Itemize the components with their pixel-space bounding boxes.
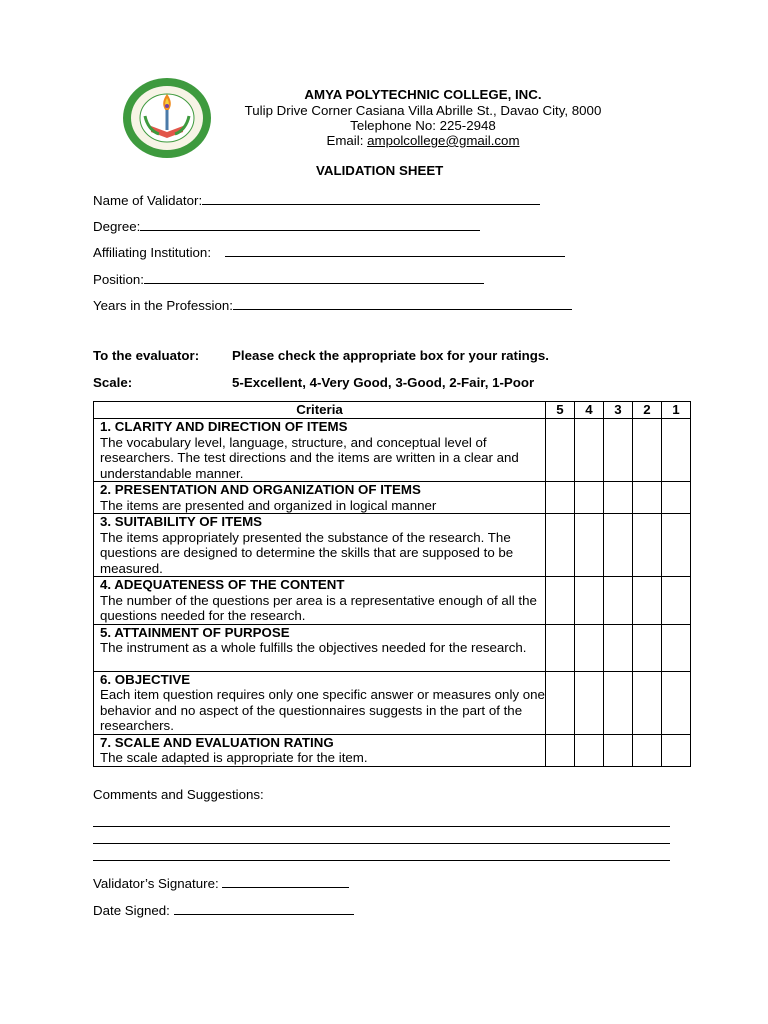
rating-box-5[interactable] xyxy=(546,734,575,766)
comment-line-3[interactable] xyxy=(93,860,670,861)
rating-box-3[interactable] xyxy=(604,514,633,577)
comment-line-1[interactable] xyxy=(93,826,670,827)
criteria-cell xyxy=(94,577,546,625)
years-line[interactable] xyxy=(233,295,572,310)
years-label: Years in the Profession: xyxy=(93,298,233,313)
criteria-description: The scale adapted is appropriate for the item. xyxy=(100,750,368,765)
table-row xyxy=(94,671,691,734)
scale-text: 5-Excellent, 4-Very Good, 3-Good, 2-Fair, 1-Poor xyxy=(232,375,535,390)
college-logo xyxy=(121,76,213,160)
scale-label: Scale: xyxy=(93,375,133,390)
criteria-title: 2. PRESENTATION AND ORGANIZATION OF ITEMS xyxy=(100,482,421,497)
rating-box-2[interactable] xyxy=(633,419,662,482)
table-row xyxy=(94,734,691,766)
rating-box-1[interactable] xyxy=(662,624,691,671)
criteria-description: The items appropriately presented the substance of the research. The questions are designed to determine the skills that are supposed to be measured. xyxy=(100,529,514,576)
date-label: Date Signed: xyxy=(93,903,170,918)
rating-box-1[interactable] xyxy=(662,577,691,625)
criteria-title: 1. CLARITY AND DIRECTION OF ITEMS xyxy=(100,419,348,434)
rating-box-1[interactable] xyxy=(662,671,691,734)
table-row xyxy=(94,482,691,514)
rating-box-3[interactable] xyxy=(604,577,633,625)
table-row xyxy=(94,419,691,482)
email-label: Email: xyxy=(326,133,368,148)
signature-field xyxy=(93,873,349,891)
college-address: Tulip Drive Corner Casiana Villa Abrille St., Davao City, 8000 xyxy=(244,103,602,118)
rating-box-5[interactable] xyxy=(546,624,575,671)
criteria-description: The number of the questions per area is a representative enough of all the questions needed for the research. xyxy=(100,592,537,623)
rating-box-2[interactable] xyxy=(633,734,662,766)
college-name: AMYA POLYTECHNIC COLLEGE, INC. xyxy=(304,87,542,102)
degree-label: Degree: xyxy=(93,219,141,234)
signature-label: Validator’s Signature: xyxy=(93,876,219,891)
criteria-title: 5. ATTAINMENT OF PURPOSE xyxy=(100,624,290,640)
table-row xyxy=(94,577,691,625)
rating-box-3[interactable] xyxy=(604,482,633,514)
rating-box-2[interactable] xyxy=(633,514,662,577)
affiliation-field xyxy=(93,242,565,260)
criteria-description: The vocabulary level, language, structure, and conceptual level of researchers. The test directions and the items are written in a clear and understandable manner. xyxy=(100,434,519,481)
rating-header-1: 1 xyxy=(662,402,691,419)
validator-name-line[interactable] xyxy=(202,190,540,205)
rating-box-5[interactable] xyxy=(546,482,575,514)
comment-line-2[interactable] xyxy=(93,843,670,844)
rating-box-5[interactable] xyxy=(546,419,575,482)
criteria-description: The instrument as a whole fulfills the objectives needed for the research. xyxy=(100,640,527,655)
rating-box-4[interactable] xyxy=(575,734,604,766)
table-header-row xyxy=(94,402,691,419)
rating-box-1[interactable] xyxy=(662,419,691,482)
rating-box-3[interactable] xyxy=(604,624,633,671)
criteria-title: 7. SCALE AND EVALUATION RATING xyxy=(100,734,334,750)
college-telephone: Telephone No: 225-2948 xyxy=(350,118,496,133)
rating-box-4[interactable] xyxy=(575,419,604,482)
rating-box-4[interactable] xyxy=(575,577,604,625)
affiliation-label: Affiliating Institution: xyxy=(93,245,212,260)
rating-box-3[interactable] xyxy=(604,734,633,766)
position-line[interactable] xyxy=(144,269,484,284)
criteria-cell xyxy=(94,419,546,482)
validator-name-label: Name of Validator: xyxy=(93,193,203,208)
table-row xyxy=(94,624,691,671)
rating-box-5[interactable] xyxy=(546,671,575,734)
rating-box-1[interactable] xyxy=(662,734,691,766)
position-label: Position: xyxy=(93,272,144,287)
criteria-cell xyxy=(94,734,546,766)
criteria-description: Each item question requires only one specific answer or measures only one behavior and no aspect of the questionnaires suggests in the part of the researchers. xyxy=(100,687,545,733)
rating-box-1[interactable] xyxy=(662,482,691,514)
rating-header-3: 3 xyxy=(604,402,633,419)
degree-field xyxy=(93,216,480,234)
sheet-title: VALIDATION SHEET xyxy=(316,163,444,178)
rating-box-2[interactable] xyxy=(633,577,662,625)
date-field xyxy=(93,900,354,918)
criteria-title: 3. SUITABILITY OF ITEMS xyxy=(100,514,263,529)
validator-name-field xyxy=(93,190,540,208)
rating-header-2: 2 xyxy=(633,402,662,419)
years-field xyxy=(93,295,572,313)
criteria-cell xyxy=(94,514,546,577)
rating-box-4[interactable] xyxy=(575,482,604,514)
rating-box-4[interactable] xyxy=(575,624,604,671)
affiliation-line[interactable] xyxy=(225,242,565,257)
rating-box-3[interactable] xyxy=(604,419,633,482)
degree-line[interactable] xyxy=(140,216,480,231)
comments-label: Comments and Suggestions: xyxy=(93,787,264,802)
criteria-description: The items are presented and organized in logical manner xyxy=(100,497,437,513)
rating-box-5[interactable] xyxy=(546,577,575,625)
rating-box-3[interactable] xyxy=(604,671,633,734)
criteria-header: Criteria xyxy=(94,402,546,419)
rating-box-1[interactable] xyxy=(662,514,691,577)
table-row xyxy=(94,514,691,577)
rating-box-4[interactable] xyxy=(575,514,604,577)
criteria-title: 6. OBJECTIVE xyxy=(100,671,191,687)
rating-box-4[interactable] xyxy=(575,671,604,734)
criteria-cell xyxy=(94,671,546,734)
signature-line[interactable] xyxy=(222,873,349,888)
evaluator-instruction: Please check the appropriate box for your ratings. xyxy=(232,348,550,363)
evaluator-label: To the evaluator: xyxy=(93,348,200,363)
rating-box-5[interactable] xyxy=(546,514,575,577)
rating-header-5: 5 xyxy=(546,402,575,419)
position-field xyxy=(93,269,484,287)
criteria-title: 4. ADEQUATENESS OF THE CONTENT xyxy=(100,577,345,592)
rating-box-2[interactable] xyxy=(633,482,662,514)
date-line[interactable] xyxy=(174,900,354,915)
criteria-cell xyxy=(94,624,546,671)
rating-box-2[interactable] xyxy=(633,671,662,734)
rating-header-4: 4 xyxy=(575,402,604,419)
criteria-cell xyxy=(94,482,546,514)
rating-box-2[interactable] xyxy=(633,624,662,671)
college-email xyxy=(232,133,614,148)
criteria-table xyxy=(93,401,691,767)
email-link[interactable]: ampolcollege@gmail.com xyxy=(367,133,520,148)
